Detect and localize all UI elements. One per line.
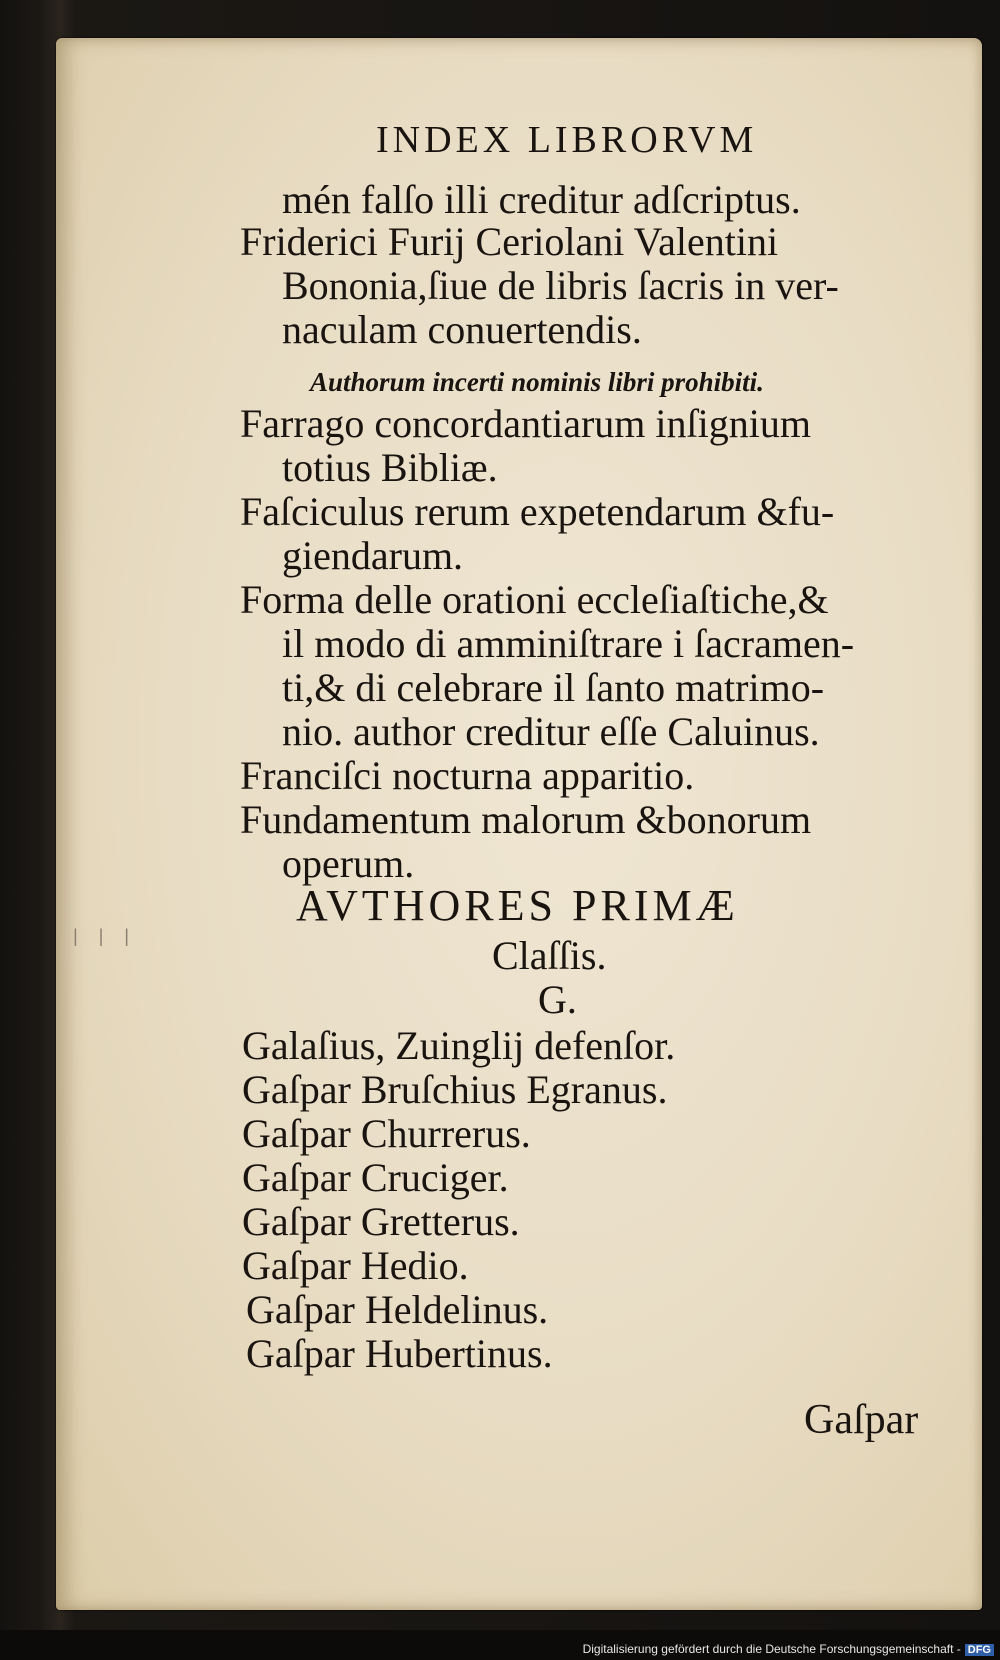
- footer-credit: [583, 1642, 994, 1656]
- text-line: Friderici Furij Ceriolani Valentini: [240, 219, 779, 264]
- author-entry: Gaſpar Cruciger.: [242, 1155, 509, 1200]
- author-entry: Gaſpar Gretterus.: [242, 1199, 520, 1244]
- author-entry: Galaſius, Zuinglij defenſor.: [242, 1023, 676, 1068]
- footer-text: Digitalisierung gefördert durch die Deutsche Forschungsgemeinschaft -: [582, 1642, 961, 1656]
- text-line: Forma delle orationi eccleſiaſtiche,&: [240, 577, 829, 622]
- text-line: mén falſo illi creditur adſcriptus.: [282, 177, 801, 222]
- text-line: nio. author creditur eſſe Caluinus.: [282, 709, 820, 754]
- author-entry: Gaſpar Heldelinus.: [246, 1287, 549, 1332]
- dfg-logo: DFG: [965, 1644, 994, 1656]
- running-header: INDEX LIBRORVM: [376, 119, 758, 161]
- text-line: Fundamentum malorum &bonorum: [240, 797, 812, 842]
- book-page: [56, 38, 982, 1610]
- text-line: operum.: [282, 841, 415, 886]
- text-line: Faſciculus rerum expetendarum &fu-: [240, 489, 835, 534]
- gutter-marks: | | |: [70, 928, 135, 948]
- text-line: Bononia,ſiue de libris ſacris in ver-: [282, 263, 839, 308]
- text-line: naculam conuertendis.: [282, 307, 642, 352]
- section-subtitle: Claſſis.: [492, 933, 607, 978]
- author-entry: Gaſpar Churrerus.: [242, 1111, 531, 1156]
- author-entry: Gaſpar Hubertinus.: [246, 1331, 553, 1376]
- text-line: Franciſci nocturna apparitio.: [240, 753, 695, 798]
- text-line: giendarum.: [282, 533, 464, 578]
- text-line: il modo di amminiſtrare i ſacramen-: [282, 621, 855, 666]
- author-entry: Gaſpar Bruſchius Egranus.: [242, 1067, 668, 1112]
- page-text: [56, 38, 982, 1610]
- text-line: Farrago concordantiarum inſignium: [240, 401, 811, 446]
- section-heading: Authorum incerti nominis libri prohibiti.: [310, 367, 764, 397]
- text-line: totius Bibliæ.: [282, 445, 498, 490]
- catchword: Gaſpar: [804, 1397, 919, 1443]
- author-entry: Gaſpar Hedio.: [242, 1243, 469, 1288]
- section-title: AVTHORES PRIMÆ: [296, 881, 739, 930]
- letter-heading: G.: [538, 977, 577, 1022]
- text-line: ti,& di celebrare il ſanto matrimo-: [282, 665, 825, 710]
